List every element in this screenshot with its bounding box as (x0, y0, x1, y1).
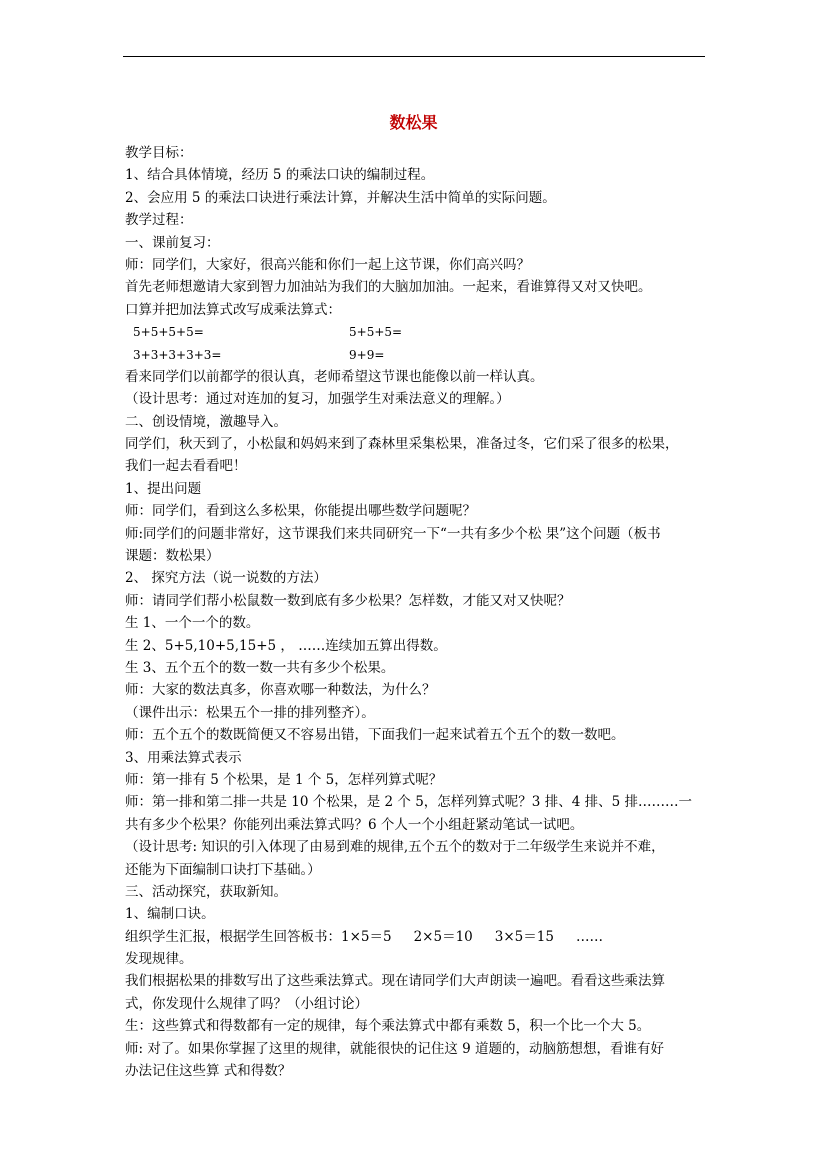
text-line: 师：第一排有 5 个松果，是 1 个 5，怎样列算式呢？ (125, 771, 443, 788)
text-line: 2、会应用 5 的乘法口诀进行乘法计算，并解决生活中简单的实际问题。 (125, 189, 556, 206)
document-body (125, 142, 710, 1082)
text-line: 生 2、5+5,10+5,15+5 ， ……连续加五算出得数。 (125, 637, 447, 654)
text-line: 首先老师想邀请大家到智力加油站为我们的大脑加加油。一起来，看谁算得又对又快吧。 (125, 279, 652, 296)
report-line (125, 926, 710, 948)
text-line: 我们根据松果的排数写出了这些乘法算式。现在请同学们大声朗读一遍吧。看看这些乘法算 (125, 973, 665, 990)
exercise-row (125, 344, 710, 366)
text-line: 1、提出问题 (125, 480, 202, 497)
text-line: 我们一起去看看吧！ (125, 458, 247, 475)
text-line: 师：大家的数法真多，你喜欢哪一种数法，为什么？ (125, 682, 436, 699)
exercise-right: 9+9= (349, 347, 385, 362)
text-line: 共有多少个松果？你能列出乘法算式吗？6 个人一个小组赶紧动笔试一试吧。 (125, 816, 584, 833)
text-line: 师：五个五个的数既简便又不容易出错，下面我们一起来试着五个五个的数一数吧。 (125, 727, 625, 744)
formula-2: 2×5＝10 (413, 928, 473, 945)
text-line: 生：这些算式和得数都有一定的规律，每个乘法算式中都有乘数 5，积一个比一个大 5。 (125, 1018, 651, 1035)
text-line: 口算并把加法算式改写成乘法算式： (125, 301, 341, 318)
text-line: 一、课前复习： (125, 234, 220, 251)
exercise-right: 5+5+5= (349, 325, 403, 340)
formula-3: 3×5＝15 (494, 928, 554, 945)
text-line: 师：同学们，大家好，很高兴能和你们一起上这节课，你们高兴吗？ (125, 256, 530, 273)
text-line: 办法记住这些算 式和得数？ (125, 1063, 292, 1080)
text-line: 1、结合具体情境，经历 5 的乘法口诀的编制过程。 (125, 167, 435, 184)
ellipsis: …… (575, 928, 603, 945)
exercise-left: 5+5+5+5= (133, 325, 204, 340)
exercise-left: 3+3+3+3+3= (133, 347, 222, 362)
text-line: 课题：数松果） (125, 548, 220, 565)
report-prefix: 组织学生汇报，根据学生回答板书： (125, 928, 341, 945)
text-line: （设计思考: 知识的引入体现了由易到难的规律,五个五个的数对于二年级学生来说并不难， (125, 839, 665, 856)
text-line: 三、活动探究，获取新知。 (125, 883, 287, 900)
text-line: （设计思考：通过对连加的复习，加强学生对乘法意义的理解。） (125, 391, 510, 408)
text-line: 师: 对了。如果你掌握了这里的规律，就能很快的记住这 9 道题的，动脑筋想想，看谁有好 (125, 1040, 665, 1057)
text-line: 教学目标： (125, 145, 193, 161)
text-line: 生 1、一个一个的数。 (125, 615, 260, 632)
text-line: 还能为下面编制口诀打下基础。） (125, 861, 321, 878)
text-line: 师:同学们的问题非常好，这节课我们来共同研究一下“一共有多少个松 果”这个问题（板书 (125, 525, 661, 542)
document-title: 数松果 (389, 113, 438, 132)
exercise-row (125, 321, 710, 343)
text-line: 师：请同学们帮小松鼠数一数到底有多少松果？怎样数，才能又对又快呢？ (125, 592, 571, 609)
text-line: 生 3、五个五个的数一数一共有多少个松果。 (125, 659, 395, 676)
text-line: 发现规律。 (125, 951, 193, 968)
text-line: （课件出示：松果五个一排的排列整齐）。 (125, 704, 375, 721)
header-rule (123, 56, 705, 57)
text-line: 看来同学们以前都学的很认真，老师希望这节课也能像以前一样认真。 (125, 368, 544, 385)
text-line: 1、编制口诀。 (125, 906, 215, 923)
text-line: 3、用乘法算式表示 (125, 749, 242, 766)
text-line: 教学过程： (125, 212, 193, 229)
text-line: 同学们，秋天到了，小松鼠和妈妈来到了森林里采集松果，准备过冬，它们采了很多的松果， (125, 436, 679, 453)
text-line: 二、创设情境，激趣导入。 (125, 413, 287, 430)
text-line: 2、 探究方法（说一说数的方法） (125, 570, 327, 587)
text-line: 式，你发现什么规律了吗？（小组讨论） (125, 995, 368, 1012)
text-line: 师：同学们，看到这么多松果，你能提出哪些数学问题呢？ (125, 503, 476, 520)
text-line: 师：第一排和第二排一共是 10 个松果，是 2 个 5，怎样列算式呢？3 排、4 排、5 排………一 (125, 794, 692, 811)
formula-1: 1×5＝5 (341, 928, 392, 945)
